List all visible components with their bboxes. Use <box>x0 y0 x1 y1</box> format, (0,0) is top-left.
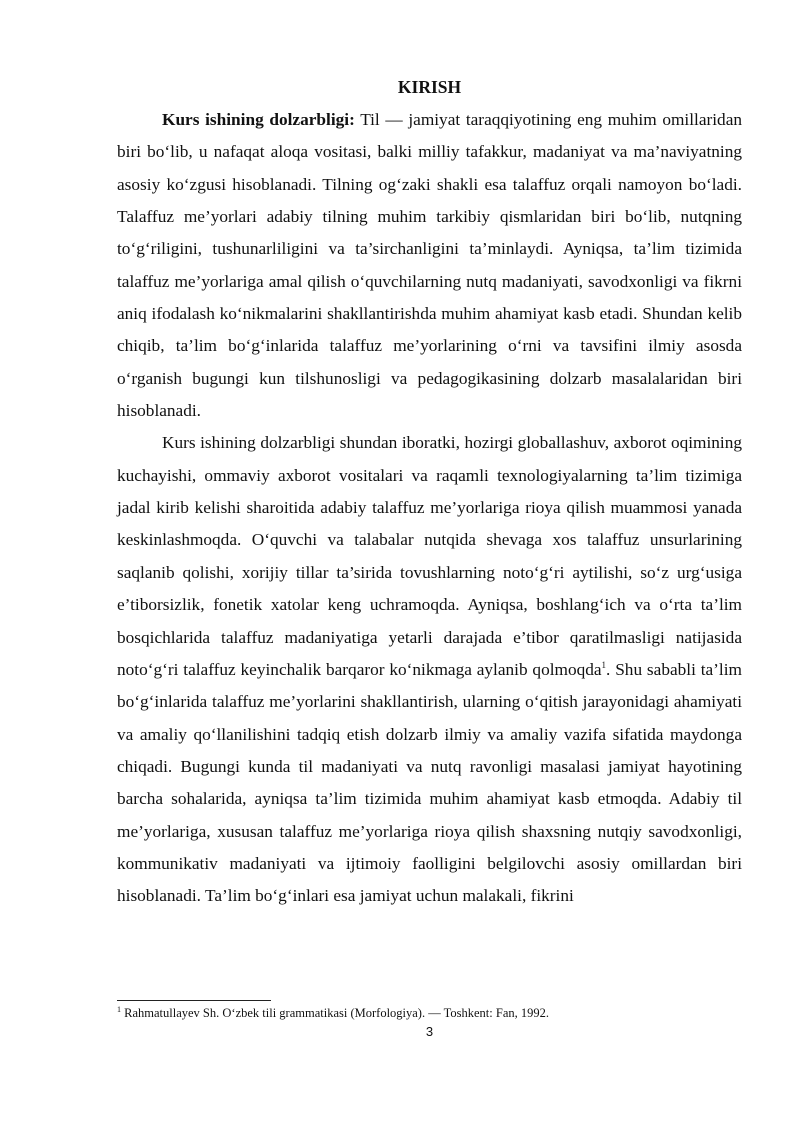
paragraph-relevance-detail <box>117 427 742 912</box>
paragraph-text-part1: Kurs ishining dolzarbligi shundan iboratki, hozirgi globallashuv, axborot oqimining kuchayishi, ommaviy axborot vositalari va raqamli texnologiyalarning ta’lim tizimiga jadal kirib kelishi sharoitida adabiy talaffuz me’yorlariga rioya qilish muammosi yanada keskinlashmoqda. O‘quvchi va talabalar nutqida shevaga xos talaffuz unsurlarining saqlanib qolishi, xorijiy tillar ta’sirida tovushlarning noto‘g‘ri aytilishi, so‘z urg‘usiga e’tiborsizlik, fonetik xatolar keng uchramoqda. Ayniqsa, boshlang‘ich va o‘rta ta’lim bosqichlarida talaffuz madaniyatiga yetarli darajada e’tibor qaratilmasligi natijasida noto‘g‘ri talaffuz keyinchalik barqaror ko‘nikmaga aylanib qolmoqda <box>117 433 742 679</box>
page-heading: KIRISH <box>397 77 462 97</box>
paragraph-relevance-intro <box>117 104 742 427</box>
paragraph-lead: Kurs ishining dolzarbligi: <box>162 110 355 129</box>
footnote-number: 1 <box>117 1004 121 1014</box>
footnote-reference[interactable]: 1 <box>601 660 607 671</box>
footnote-separator <box>117 1000 271 1001</box>
body-text <box>117 104 742 913</box>
page-number: 3 <box>425 1024 434 1039</box>
paragraph-text: Til — jamiyat taraqqiyotining eng muhim omillaridan biri bo‘lib, u nafaqat aloqa vositasi, balki milliy tafakkur, madaniyat va ma’naviyatning asosiy ko‘zgusi hisoblanadi. Tilning og‘zaki shakli esa talaffuz orqali namoyon bo‘ladi. Talaffuz me’yorlari adabiy tilning muhim tarkibiy qismlaridan biri bo‘lib, nutqning to‘g‘riligini, tushunarliligini va ta’sirchanligini ta’minlaydi. Ayniqsa, ta’lim tizimida talaffuz me’yorlariga amal qilish o‘quvchilarning nutq madaniyati, savodxonligi va fikrni aniq ifodalash ko‘nikmalarini shakllantirishda muhim ahamiyat kasb etadi. Shundan kelib chiqib, ta’lim bo‘g‘inlarida talaffuz me’yorlarining o‘rni va tavsifini ilmiy asosda o‘rganish bugungi kun tilshunosligi va pedagogikasining dolzarb masalalaridan biri hisoblanadi. <box>117 110 742 421</box>
footnote-text: Rahmatullayev Sh. O‘zbek tili grammatikasi (Morfologiya). — Toshkent: Fan, 1992. <box>124 1006 549 1020</box>
paragraph-text-part2: . Shu sababli ta’lim bo‘g‘inlarida talaffuz me’yorlarini shakllantirish, ularning o‘qitish jarayonidagi ahamiyati va amaliy qo‘llanilishini tadqiq etish dolzarb ilmiy va amaliy vazifa sifatida maydonga chiqadi. Bugungi kunda til madaniyati va nutq ravonligi masalasi jamiyat hayotining barcha sohalarida, ayniqsa ta’lim tizimida muhim ahamiyat kasb etmoqda. Adabiy til me’yorlariga, xususan talaffuz me’yorlariga rioya qilish shaxsning nutqiy savodxonligi, kommunikativ madaniyati va ijtimoiy faolligini belgilovchi asosiy omillardan biri hisoblanadi. Ta’lim bo‘g‘inlari esa jamiyat uchun malakali, fikrini <box>117 659 742 906</box>
footnote <box>117 1006 742 1021</box>
